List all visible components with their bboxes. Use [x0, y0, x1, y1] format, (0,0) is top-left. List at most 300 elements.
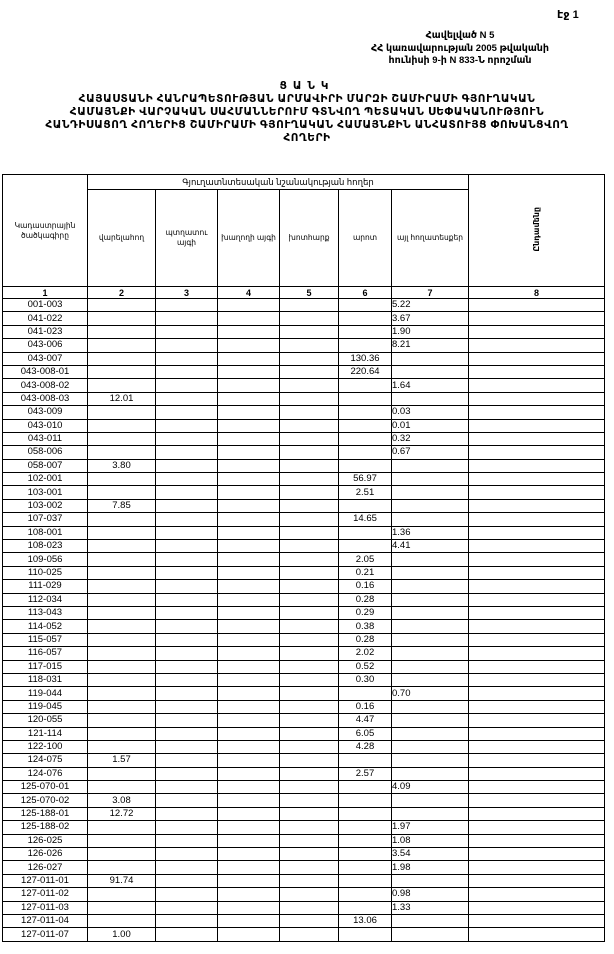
- cadastral-code-cell: 124-075: [3, 754, 88, 767]
- other-lands-cell: [392, 365, 469, 378]
- other-lands-cell: [392, 914, 469, 927]
- other-lands-cell: [392, 874, 469, 887]
- hayfield-cell: [280, 914, 339, 927]
- pasture-cell: 4.28: [339, 740, 392, 753]
- appendix-header: [340, 30, 580, 68]
- header-vineyard: խաղողի այգի: [218, 190, 280, 287]
- table-row: [3, 807, 605, 820]
- cadastral-code-cell: 043-006: [3, 339, 88, 352]
- vineyard-cell: [218, 553, 280, 566]
- total-cell: [469, 499, 605, 512]
- table-row: [3, 352, 605, 365]
- other-lands-cell: 4.41: [392, 540, 469, 553]
- page-number: էջ 1: [557, 9, 579, 21]
- vineyard-cell: [218, 606, 280, 619]
- other-lands-cell: 1.36: [392, 526, 469, 539]
- orchard-cell: [156, 419, 218, 432]
- orchard-cell: [156, 339, 218, 352]
- arable-cell: [88, 540, 156, 553]
- total-cell: [469, 928, 605, 941]
- orchard-cell: [156, 781, 218, 794]
- orchard-cell: [156, 660, 218, 673]
- orchard-cell: [156, 620, 218, 633]
- cadastral-code-cell: 043-008-01: [3, 365, 88, 378]
- arable-cell: [88, 834, 156, 847]
- table-row: [3, 419, 605, 432]
- arable-cell: [88, 580, 156, 593]
- vineyard-cell: [218, 660, 280, 673]
- table-row: [3, 861, 605, 874]
- table-row: [3, 874, 605, 887]
- arable-cell: [88, 888, 156, 901]
- other-lands-cell: 0.70: [392, 687, 469, 700]
- cadastral-code-cell: 043-009: [3, 406, 88, 419]
- other-lands-cell: 4.09: [392, 781, 469, 794]
- table-row: [3, 446, 605, 459]
- other-lands-cell: [392, 566, 469, 579]
- total-cell: [469, 861, 605, 874]
- cadastral-code-cell: 041-022: [3, 312, 88, 325]
- total-cell: [469, 700, 605, 713]
- column-number-row: [3, 287, 605, 299]
- arable-cell: [88, 633, 156, 646]
- total-cell: [469, 687, 605, 700]
- arable-cell: [88, 299, 156, 312]
- cadastral-code-cell: 001-003: [3, 299, 88, 312]
- column-number: 6: [339, 287, 392, 299]
- orchard-cell: [156, 754, 218, 767]
- pasture-cell: 130.36: [339, 352, 392, 365]
- table-row: [3, 312, 605, 325]
- appendix-line-3: հունիսի 9-ի N 833-Ն որոշման: [388, 55, 532, 66]
- total-cell: [469, 486, 605, 499]
- pasture-cell: 13.06: [339, 914, 392, 927]
- pasture-cell: [339, 499, 392, 512]
- orchard-cell: [156, 352, 218, 365]
- table-row: [3, 392, 605, 405]
- cadastral-code-cell: 043-008-02: [3, 379, 88, 392]
- other-lands-cell: 0.98: [392, 888, 469, 901]
- hayfield-cell: [280, 325, 339, 338]
- arable-cell: 1.57: [88, 754, 156, 767]
- hayfield-cell: [280, 647, 339, 660]
- hayfield-cell: [280, 566, 339, 579]
- hayfield-cell: [280, 459, 339, 472]
- vineyard-cell: [218, 700, 280, 713]
- other-lands-cell: [392, 580, 469, 593]
- document-title: [20, 80, 594, 145]
- table-row: [3, 339, 605, 352]
- hayfield-cell: [280, 580, 339, 593]
- arable-cell: [88, 473, 156, 486]
- hayfield-cell: [280, 499, 339, 512]
- table-row: [3, 647, 605, 660]
- header-arable: վարելահող: [88, 190, 156, 287]
- table-row: [3, 673, 605, 686]
- vineyard-cell: [218, 647, 280, 660]
- arable-cell: [88, 727, 156, 740]
- header-other-lands: այլ հողատեսքեր: [392, 190, 469, 287]
- table-row: [3, 888, 605, 901]
- pasture-cell: [339, 834, 392, 847]
- pasture-cell: 4.47: [339, 714, 392, 727]
- cadastral-code-cell: 113-043: [3, 606, 88, 619]
- vineyard-cell: [218, 526, 280, 539]
- pasture-cell: 0.28: [339, 593, 392, 606]
- pasture-cell: [339, 861, 392, 874]
- total-cell: [469, 473, 605, 486]
- other-lands-cell: [392, 754, 469, 767]
- hayfield-cell: [280, 392, 339, 405]
- total-cell: [469, 339, 605, 352]
- hayfield-cell: [280, 633, 339, 646]
- orchard-cell: [156, 794, 218, 807]
- total-cell: [469, 714, 605, 727]
- pasture-cell: 220.64: [339, 365, 392, 378]
- arable-cell: [88, 700, 156, 713]
- table-row: [3, 740, 605, 753]
- orchard-cell: [156, 700, 218, 713]
- other-lands-cell: 0.32: [392, 432, 469, 445]
- arable-cell: [88, 767, 156, 780]
- orchard-cell: [156, 486, 218, 499]
- table-row: [3, 499, 605, 512]
- arable-cell: [88, 365, 156, 378]
- arable-cell: [88, 673, 156, 686]
- hayfield-cell: [280, 807, 339, 820]
- orchard-cell: [156, 446, 218, 459]
- vineyard-cell: [218, 339, 280, 352]
- cadastral-code-cell: 043-010: [3, 419, 88, 432]
- cadastral-code-cell: 122-100: [3, 740, 88, 753]
- pasture-cell: 0.29: [339, 606, 392, 619]
- cadastral-code-cell: 058-006: [3, 446, 88, 459]
- arable-cell: 3.08: [88, 794, 156, 807]
- hayfield-cell: [280, 781, 339, 794]
- total-cell: [469, 365, 605, 378]
- total-cell: [469, 673, 605, 686]
- vineyard-cell: [218, 499, 280, 512]
- vineyard-cell: [218, 406, 280, 419]
- arable-cell: [88, 714, 156, 727]
- vineyard-cell: [218, 593, 280, 606]
- hayfield-cell: [280, 754, 339, 767]
- orchard-cell: [156, 580, 218, 593]
- header-hayfield: խոտհարք: [280, 190, 339, 287]
- hayfield-cell: [280, 874, 339, 887]
- orchard-cell: [156, 673, 218, 686]
- other-lands-cell: 0.03: [392, 406, 469, 419]
- other-lands-cell: [392, 700, 469, 713]
- header-orchard: պտղատու այգի: [156, 190, 218, 287]
- hayfield-cell: [280, 553, 339, 566]
- cadastral-code-cell: 119-044: [3, 687, 88, 700]
- hayfield-cell: [280, 379, 339, 392]
- vineyard-cell: [218, 312, 280, 325]
- other-lands-cell: 1.33: [392, 901, 469, 914]
- vineyard-cell: [218, 848, 280, 861]
- vineyard-cell: [218, 781, 280, 794]
- pasture-cell: 56.97: [339, 473, 392, 486]
- pasture-cell: [339, 687, 392, 700]
- orchard-cell: [156, 365, 218, 378]
- table-row: [3, 633, 605, 646]
- hayfield-cell: [280, 794, 339, 807]
- cadastral-code-cell: 103-002: [3, 499, 88, 512]
- table-row: [3, 365, 605, 378]
- total-cell: [469, 352, 605, 365]
- pasture-cell: [339, 888, 392, 901]
- total-cell: [469, 459, 605, 472]
- cadastral-code-cell: 043-007: [3, 352, 88, 365]
- hayfield-cell: [280, 673, 339, 686]
- total-cell: [469, 593, 605, 606]
- total-cell: [469, 580, 605, 593]
- other-lands-cell: [392, 647, 469, 660]
- hayfield-cell: [280, 365, 339, 378]
- orchard-cell: [156, 392, 218, 405]
- column-number: 7: [392, 287, 469, 299]
- column-number: 8: [469, 287, 605, 299]
- orchard-cell: [156, 834, 218, 847]
- arable-cell: [88, 325, 156, 338]
- pasture-cell: [339, 901, 392, 914]
- pasture-cell: [339, 928, 392, 941]
- vineyard-cell: [218, 580, 280, 593]
- other-lands-cell: 1.64: [392, 379, 469, 392]
- table-row: [3, 660, 605, 673]
- orchard-cell: [156, 928, 218, 941]
- other-lands-cell: 1.97: [392, 821, 469, 834]
- title-line-2: ՀԱՄԱՅՆՔԻ ՎԱՐՉԱԿԱՆ ՍԱՀՄԱՆՆԵՐՈՒՄ ԳՏՆՎՈՂ ՊԵՏԱԿԱՆ ՍԵՓԱԿԱՆՈՒԹՅՈՒՆ: [69, 106, 545, 118]
- other-lands-cell: [392, 459, 469, 472]
- table-row: [3, 513, 605, 526]
- cadastral-code-cell: 108-023: [3, 540, 88, 553]
- other-lands-cell: [392, 513, 469, 526]
- total-cell: [469, 566, 605, 579]
- hayfield-cell: [280, 821, 339, 834]
- total-cell: [469, 406, 605, 419]
- total-cell: [469, 553, 605, 566]
- pasture-cell: 2.02: [339, 647, 392, 660]
- vineyard-cell: [218, 513, 280, 526]
- hayfield-cell: [280, 901, 339, 914]
- column-number: 2: [88, 287, 156, 299]
- table-row: [3, 540, 605, 553]
- hayfield-cell: [280, 888, 339, 901]
- other-lands-cell: [392, 660, 469, 673]
- orchard-cell: [156, 406, 218, 419]
- cadastral-code-cell: 116-057: [3, 647, 88, 660]
- header-agricultural-lands: Գյուղատնտեսական նշանակության հողեր: [88, 175, 469, 190]
- hayfield-cell: [280, 606, 339, 619]
- table-row: [3, 821, 605, 834]
- hayfield-cell: [280, 486, 339, 499]
- pasture-cell: 0.30: [339, 673, 392, 686]
- land-table: [2, 174, 605, 942]
- header-pasture: արոտ: [339, 190, 392, 287]
- total-cell: [469, 299, 605, 312]
- pasture-cell: [339, 459, 392, 472]
- total-cell: [469, 432, 605, 445]
- table-row: [3, 486, 605, 499]
- arable-cell: [88, 526, 156, 539]
- total-cell: [469, 392, 605, 405]
- other-lands-cell: [392, 727, 469, 740]
- orchard-cell: [156, 861, 218, 874]
- pasture-cell: [339, 807, 392, 820]
- arable-cell: [88, 901, 156, 914]
- column-number: 5: [280, 287, 339, 299]
- orchard-cell: [156, 727, 218, 740]
- pasture-cell: [339, 392, 392, 405]
- table-row: [3, 687, 605, 700]
- cadastral-code-cell: 125-188-02: [3, 821, 88, 834]
- table-body: [3, 299, 605, 942]
- cadastral-code-cell: 111-029: [3, 580, 88, 593]
- other-lands-cell: 1.98: [392, 861, 469, 874]
- total-cell: [469, 821, 605, 834]
- total-cell: [469, 540, 605, 553]
- pasture-cell: 14.65: [339, 513, 392, 526]
- table-row: [3, 325, 605, 338]
- cadastral-code-cell: 126-027: [3, 861, 88, 874]
- arable-cell: [88, 312, 156, 325]
- vineyard-cell: [218, 432, 280, 445]
- table-row: [3, 700, 605, 713]
- other-lands-cell: 0.01: [392, 419, 469, 432]
- arable-cell: [88, 513, 156, 526]
- other-lands-cell: [392, 553, 469, 566]
- cadastral-code-cell: 125-070-02: [3, 794, 88, 807]
- pasture-cell: 0.16: [339, 700, 392, 713]
- other-lands-cell: [392, 486, 469, 499]
- other-lands-cell: 1.90: [392, 325, 469, 338]
- other-lands-cell: [392, 593, 469, 606]
- table-row: [3, 914, 605, 927]
- pasture-cell: [339, 419, 392, 432]
- total-cell: [469, 807, 605, 820]
- cadastral-code-cell: 114-052: [3, 620, 88, 633]
- cadastral-code-cell: 127-011-03: [3, 901, 88, 914]
- vineyard-cell: [218, 379, 280, 392]
- total-cell: [469, 740, 605, 753]
- table-row: [3, 553, 605, 566]
- cadastral-code-cell: 043-011: [3, 432, 88, 445]
- vineyard-cell: [218, 861, 280, 874]
- table-row: [3, 767, 605, 780]
- total-cell: [469, 647, 605, 660]
- table-row: [3, 928, 605, 941]
- arable-cell: [88, 486, 156, 499]
- pasture-cell: [339, 325, 392, 338]
- orchard-cell: [156, 312, 218, 325]
- table-row: [3, 781, 605, 794]
- total-cell: [469, 312, 605, 325]
- hayfield-cell: [280, 700, 339, 713]
- arable-cell: [88, 553, 156, 566]
- total-cell: [469, 794, 605, 807]
- hayfield-cell: [280, 526, 339, 539]
- vineyard-cell: [218, 928, 280, 941]
- vineyard-cell: [218, 714, 280, 727]
- title-word: ՑԱՆԿ: [279, 80, 335, 92]
- hayfield-cell: [280, 432, 339, 445]
- arable-cell: [88, 821, 156, 834]
- arable-cell: 91.74: [88, 874, 156, 887]
- other-lands-cell: [392, 794, 469, 807]
- total-cell: [469, 767, 605, 780]
- total-cell: [469, 727, 605, 740]
- arable-cell: [88, 419, 156, 432]
- pasture-cell: 0.38: [339, 620, 392, 633]
- vineyard-cell: [218, 540, 280, 553]
- hayfield-cell: [280, 928, 339, 941]
- vineyard-cell: [218, 673, 280, 686]
- orchard-cell: [156, 647, 218, 660]
- arable-cell: [88, 339, 156, 352]
- cadastral-code-cell: 058-007: [3, 459, 88, 472]
- table-row: [3, 299, 605, 312]
- hayfield-cell: [280, 740, 339, 753]
- total-cell: [469, 834, 605, 847]
- cadastral-code-cell: 108-001: [3, 526, 88, 539]
- orchard-cell: [156, 633, 218, 646]
- pasture-cell: 2.57: [339, 767, 392, 780]
- arable-cell: [88, 781, 156, 794]
- vineyard-cell: [218, 807, 280, 820]
- arable-cell: [88, 606, 156, 619]
- pasture-cell: 2.51: [339, 486, 392, 499]
- other-lands-cell: [392, 620, 469, 633]
- vineyard-cell: [218, 874, 280, 887]
- arable-cell: [88, 687, 156, 700]
- other-lands-cell: [392, 673, 469, 686]
- table-row: [3, 727, 605, 740]
- table-row: [3, 714, 605, 727]
- other-lands-cell: [392, 807, 469, 820]
- other-lands-cell: 5.22: [392, 299, 469, 312]
- pasture-cell: [339, 526, 392, 539]
- vineyard-cell: [218, 620, 280, 633]
- pasture-cell: [339, 874, 392, 887]
- other-lands-cell: [392, 767, 469, 780]
- pasture-cell: [339, 446, 392, 459]
- total-cell: [469, 526, 605, 539]
- header-cadastral-code: Կադաստրային ծածկագիրը: [3, 175, 88, 287]
- cadastral-code-cell: 127-011-02: [3, 888, 88, 901]
- arable-cell: 3.80: [88, 459, 156, 472]
- total-cell: [469, 606, 605, 619]
- hayfield-cell: [280, 473, 339, 486]
- arable-cell: [88, 352, 156, 365]
- vineyard-cell: [218, 486, 280, 499]
- pasture-cell: [339, 406, 392, 419]
- vineyard-cell: [218, 392, 280, 405]
- vineyard-cell: [218, 419, 280, 432]
- hayfield-cell: [280, 299, 339, 312]
- arable-cell: [88, 660, 156, 673]
- arable-cell: [88, 406, 156, 419]
- cadastral-code-cell: 119-045: [3, 700, 88, 713]
- vineyard-cell: [218, 821, 280, 834]
- orchard-cell: [156, 540, 218, 553]
- hayfield-cell: [280, 714, 339, 727]
- vineyard-cell: [218, 566, 280, 579]
- hayfield-cell: [280, 660, 339, 673]
- vineyard-cell: [218, 299, 280, 312]
- orchard-cell: [156, 325, 218, 338]
